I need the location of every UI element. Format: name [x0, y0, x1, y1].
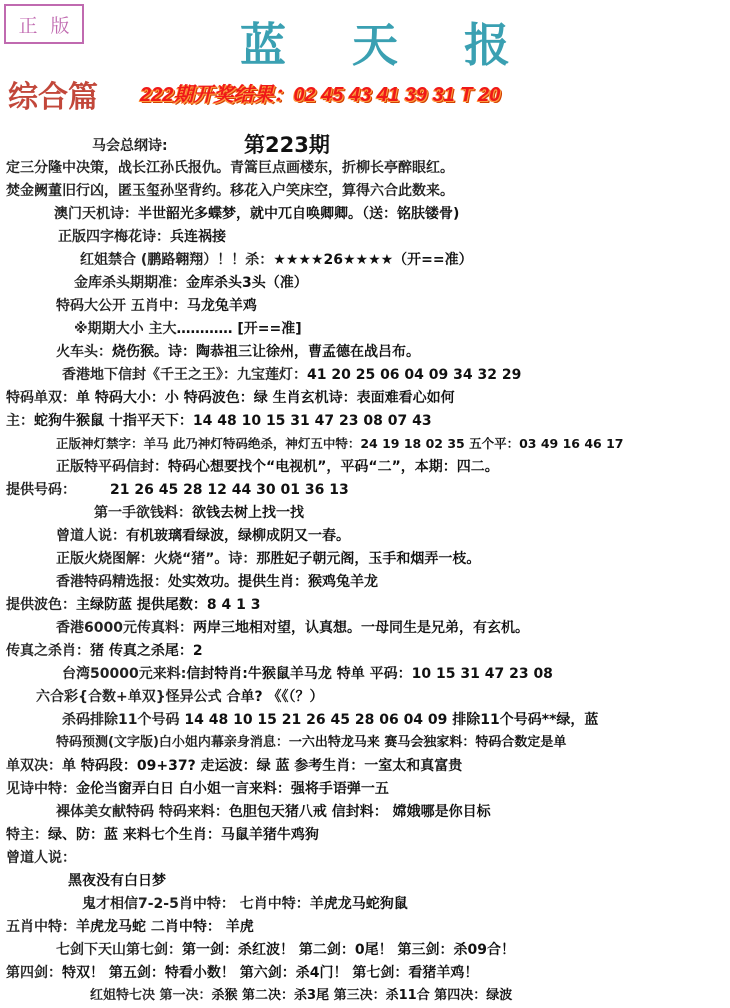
- text-line: 提供波色：主绿防蓝 提供尾数：8 4 1 3: [6, 597, 261, 613]
- text-line: 正版四字梅花诗：兵连祸接: [58, 229, 226, 245]
- text-line: 特主：绿、防：蓝 来料七个生肖：马鼠羊猪牛鸡狗: [6, 827, 319, 843]
- text-line: 鬼才相信7-2-5肖中特： 七肖中特：羊虎龙马蛇狗鼠: [82, 896, 408, 912]
- text-line: 曾道人说：: [6, 850, 76, 866]
- text-line: 见诗中特：金伦当窗弄白日 白小姐一言来料：强将手语弹一五: [6, 781, 389, 797]
- text-line: 香港地下信封《千王之王》：九宝莲灯：41 20 25 06 04 09 34 32 29: [62, 367, 522, 383]
- text-line: 定三分隆中决策，战长江孙氏报仇。青篙巨点画楼东，折柳长亭醉眼红。: [6, 160, 454, 176]
- text-line: 澳门天机诗：半世韶光多蝶梦，就中兀自唤卿卿。（送：铭肤镂骨): [54, 206, 460, 222]
- title-char: 报: [464, 18, 510, 72]
- text-line: 五肖中特：羊虎龙马蛇 二肖中特： 羊虎: [6, 919, 254, 935]
- text-line: 六合彩{合数+单双}怪异公式 合单? 《《（？）: [36, 689, 324, 705]
- issue-number: 第223期: [244, 133, 330, 157]
- text-line: 正版神灯禁字：羊马 此乃神灯特码绝杀，神灯五中特：24 19 18 02 35 五个平：03 49 16 46 17: [56, 436, 624, 451]
- title-char: 蓝: [240, 18, 286, 72]
- text-line: 特码预测(文字版)白小姐内幕亲身消息：一六出特龙马来 赛马会独家料：特码合数定是单: [56, 735, 567, 750]
- text-line: 曾道人说：有机玻璃看绿波，绿柳成阴又一春。: [56, 528, 350, 544]
- text-line: 香港特码精选报：处实效功。提供生肖：猴鸡兔羊龙: [56, 574, 378, 590]
- text-line: 正版特平码信封：特码心想要找个“电视机”，平码“二”，本期：四二。: [56, 459, 499, 475]
- text-line: 杀码排除11个号码 14 48 10 15 21 26 45 28 06 04 09 排除11个号码**绿，蓝: [62, 712, 599, 728]
- section-title: 综合篇: [8, 80, 98, 115]
- text-line: 第一手欲钱料：欲钱去树上找一找: [94, 505, 304, 521]
- text-line: 主：蛇狗牛猴鼠 十指平天下：14 48 10 15 31 47 23 08 07 43: [6, 413, 432, 429]
- text-line: 提供号码： 21 26 45 28 12 44 30 01 36 13: [6, 482, 349, 498]
- text-line: 焚金阙董旧行凶，匿玉玺孙坚背约。移花入户笑床空，算得六合此数来。: [6, 183, 454, 199]
- text-line: 台湾50000元来料:信封特肖:牛猴鼠羊马龙 特单 平码：10 15 31 47 23 08: [62, 666, 553, 682]
- text-line: 火车头：烧伤猴。诗：陶恭祖三让徐州，曹孟德在战吕布。: [56, 344, 420, 360]
- text-line: 单双决：单 特码段：09+37? 走运波：绿 蓝 参考生肖：一室太和真富贵: [6, 758, 463, 774]
- masthead-title: [240, 12, 510, 72]
- text-line: 七剑下天山第七剑：第一剑：杀红波！ 第二剑：0尾！ 第三剑：杀09合！: [56, 942, 515, 958]
- text-line: 红姐特七决 第一决：杀猴 第二决：杀3尾 第三决：杀11合 第四决：绿波: [90, 988, 513, 1003]
- text-line: 裸体美女献特码 特码来料：色胆包天猪八戒 信封料： 嫦娥哪是你目标: [56, 804, 491, 820]
- stamp-char: 正: [18, 14, 38, 37]
- authentic-stamp: [4, 4, 84, 44]
- text-line: 黑夜没有白日梦: [68, 873, 166, 889]
- text-line: 正版火烧图解：火烧“猪”。诗：那胜妃子朝元阁，玉手和烟弄一枝。: [56, 551, 481, 567]
- title-char: 天: [352, 18, 398, 72]
- text-line: 传真之杀肖：猪 传真之杀尾：2: [6, 643, 203, 659]
- text-line: 特码大公开 五肖中：马龙兔羊鸡: [56, 298, 257, 314]
- text-line: 红姐禁合 (鹏路翱翔）！！杀：★★★★26★★★★（开==准）: [80, 252, 473, 268]
- text-line: 第四剑：特双！ 第五剑：特看小数！ 第六剑：杀4门！ 第七剑：看猪羊鸡！: [6, 965, 479, 981]
- text-line: 香港6000元传真料：两岸三地相对望，认真想。一母同生是兄弟，有玄机。: [56, 620, 529, 636]
- draw-result: 222期开奖结果：02 45 43 41 39 31 T 20: [140, 84, 501, 106]
- text-line: 马会总纲诗:: [92, 138, 168, 154]
- text-line: 特码单双：单 特码大小：小 特码波色：绿 生肖玄机诗：表面难看心如何: [6, 390, 455, 406]
- stamp-char: 版: [50, 14, 70, 37]
- text-line: 金库杀头期期准：金库杀头3头（准）: [74, 275, 308, 291]
- text-line: ※期期大小 主大………… [开==准]: [74, 321, 302, 337]
